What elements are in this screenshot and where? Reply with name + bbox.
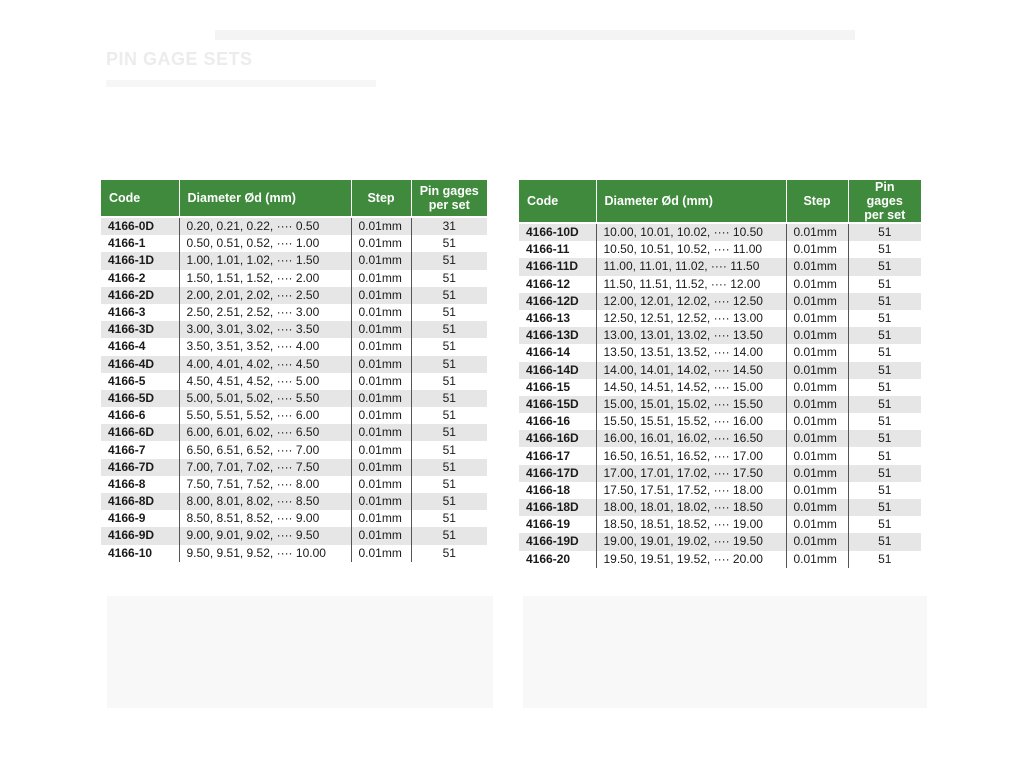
cell-diameter: 0.50, 0.51, 0.52, ···· 1.00 (179, 235, 351, 252)
cell-diameter: 6.00, 6.01, 6.02, ···· 6.50 (179, 424, 351, 441)
cell-step: 0.01mm (351, 356, 411, 373)
table-row (519, 327, 921, 344)
cell-code: 4166-7D (101, 459, 179, 476)
header-step: Step (786, 180, 848, 223)
header-pins-per-set (848, 180, 921, 223)
table-row (519, 413, 921, 430)
cell-code: 4166-18 (519, 482, 596, 499)
cell-step: 0.01mm (786, 516, 848, 533)
cell-code: 4166-16 (519, 413, 596, 430)
table-row (519, 379, 921, 396)
cell-step: 0.01mm (351, 270, 411, 287)
cell-diameter: 3.00, 3.01, 3.02, ···· 3.50 (179, 321, 351, 338)
table-row (101, 321, 487, 338)
cell-step: 0.01mm (786, 551, 848, 568)
cell-diameter: 7.50, 7.51, 7.52, ···· 8.00 (179, 476, 351, 493)
cell-step: 0.01mm (786, 327, 848, 344)
cell-code: 4166-7 (101, 441, 179, 458)
cell-step: 0.01mm (351, 441, 411, 458)
header-pins-line2: per set (428, 198, 470, 212)
cell-code: 4166-17D (519, 465, 596, 482)
cell-diameter: 11.00, 11.01, 11.02, ···· 11.50 (596, 258, 786, 275)
faint-block-left (107, 596, 493, 708)
cell-step: 0.01mm (351, 510, 411, 527)
table-header-row (519, 180, 921, 223)
table-row (519, 516, 921, 533)
cell-pins-per-set: 51 (848, 430, 921, 447)
table-row (101, 545, 487, 562)
cell-code: 4166-0D (101, 217, 179, 235)
cell-code: 4166-11 (519, 241, 596, 258)
table-row (101, 476, 487, 493)
cell-diameter: 13.50, 13.51, 13.52, ···· 14.00 (596, 344, 786, 361)
cell-diameter: 14.50, 14.51, 14.52, ···· 15.00 (596, 379, 786, 396)
table-row (101, 527, 487, 544)
cell-diameter: 16.00, 16.01, 16.02, ···· 16.50 (596, 430, 786, 447)
table-row (101, 441, 487, 458)
cell-diameter: 8.00, 8.01, 8.02, ···· 8.50 (179, 493, 351, 510)
table-row (519, 276, 921, 293)
cell-code: 4166-10D (519, 223, 596, 241)
table-row (101, 407, 487, 424)
cell-code: 4166-14D (519, 362, 596, 379)
header-step: Step (351, 180, 411, 217)
header-code: Code (101, 180, 179, 217)
table-row (519, 447, 921, 464)
table-row (101, 510, 487, 527)
cell-pins-per-set: 51 (848, 379, 921, 396)
cell-step: 0.01mm (351, 338, 411, 355)
table-row (519, 241, 921, 258)
cell-code: 4166-13D (519, 327, 596, 344)
cell-pins-per-set: 51 (411, 510, 487, 527)
table-row (101, 424, 487, 441)
pin-gage-table-right (519, 180, 921, 568)
cell-step: 0.01mm (786, 465, 848, 482)
cell-pins-per-set: 31 (411, 217, 487, 235)
cell-pins-per-set: 51 (848, 223, 921, 241)
table-row (519, 533, 921, 550)
cell-code: 4166-11D (519, 258, 596, 275)
cell-pins-per-set: 51 (848, 362, 921, 379)
header-pins-line2: per set (864, 208, 906, 222)
cell-diameter: 12.00, 12.01, 12.02, ···· 12.50 (596, 293, 786, 310)
cell-step: 0.01mm (351, 252, 411, 269)
cell-diameter: 7.00, 7.01, 7.02, ···· 7.50 (179, 459, 351, 476)
faint-block-right (523, 596, 927, 708)
faint-subtitle-line (106, 80, 376, 87)
cell-diameter: 4.00, 4.01, 4.02, ···· 4.50 (179, 356, 351, 373)
cell-diameter: 6.50, 6.51, 6.52, ···· 7.00 (179, 441, 351, 458)
cell-step: 0.01mm (351, 476, 411, 493)
cell-step: 0.01mm (351, 373, 411, 390)
cell-step: 0.01mm (786, 293, 848, 310)
table-row (101, 373, 487, 390)
cell-code: 4166-9D (101, 527, 179, 544)
cell-step: 0.01mm (786, 344, 848, 361)
table-row (101, 356, 487, 373)
table-row (519, 482, 921, 499)
cell-pins-per-set: 51 (848, 276, 921, 293)
cell-pins-per-set: 51 (411, 356, 487, 373)
cell-code: 4166-13 (519, 310, 596, 327)
table-row (519, 362, 921, 379)
cell-diameter: 17.50, 17.51, 17.52, ···· 18.00 (596, 482, 786, 499)
cell-pins-per-set: 51 (848, 241, 921, 258)
cell-code: 4166-19D (519, 533, 596, 550)
cell-step: 0.01mm (351, 407, 411, 424)
cell-diameter: 10.50, 10.51, 10.52, ···· 11.00 (596, 241, 786, 258)
cell-diameter: 5.00, 5.01, 5.02, ···· 5.50 (179, 390, 351, 407)
cell-code: 4166-19 (519, 516, 596, 533)
cell-diameter: 9.00, 9.01, 9.02, ···· 9.50 (179, 527, 351, 544)
cell-step: 0.01mm (786, 413, 848, 430)
cell-step: 0.01mm (786, 499, 848, 516)
cell-step: 0.01mm (351, 217, 411, 235)
cell-pins-per-set: 51 (848, 465, 921, 482)
cell-diameter: 18.50, 18.51, 18.52, ···· 19.00 (596, 516, 786, 533)
cell-pins-per-set: 51 (848, 499, 921, 516)
cell-pins-per-set: 51 (411, 373, 487, 390)
cell-diameter: 18.00, 18.01, 18.02, ···· 18.50 (596, 499, 786, 516)
cell-pins-per-set: 51 (848, 396, 921, 413)
cell-pins-per-set: 51 (411, 407, 487, 424)
cell-code: 4166-12 (519, 276, 596, 293)
cell-code: 4166-15 (519, 379, 596, 396)
table-row (519, 499, 921, 516)
cell-code: 4166-1 (101, 235, 179, 252)
cell-pins-per-set: 51 (848, 293, 921, 310)
cell-pins-per-set: 51 (411, 493, 487, 510)
header-code: Code (519, 180, 596, 223)
cell-pins-per-set: 51 (848, 327, 921, 344)
cell-code: 4166-20 (519, 551, 596, 568)
table-row (101, 338, 487, 355)
cell-step: 0.01mm (351, 459, 411, 476)
table-row (519, 258, 921, 275)
cell-code: 4166-3 (101, 304, 179, 321)
cell-step: 0.01mm (786, 447, 848, 464)
cell-pins-per-set: 51 (848, 258, 921, 275)
cell-step: 0.01mm (786, 223, 848, 241)
cell-pins-per-set: 51 (848, 533, 921, 550)
cell-step: 0.01mm (786, 362, 848, 379)
cell-step: 0.01mm (786, 276, 848, 293)
cell-code: 4166-10 (101, 545, 179, 562)
cell-diameter: 19.00, 19.01, 19.02, ···· 19.50 (596, 533, 786, 550)
cell-code: 4166-12D (519, 293, 596, 310)
cell-step: 0.01mm (351, 424, 411, 441)
faint-section-title: PIN GAGE SETS (106, 49, 253, 69)
cell-step: 0.01mm (786, 533, 848, 550)
table-row (519, 310, 921, 327)
cell-code: 4166-2 (101, 270, 179, 287)
cell-pins-per-set: 51 (411, 338, 487, 355)
cell-diameter: 1.00, 1.01, 1.02, ···· 1.50 (179, 252, 351, 269)
cell-step: 0.01mm (351, 545, 411, 562)
cell-step: 0.01mm (351, 493, 411, 510)
cell-diameter: 19.50, 19.51, 19.52, ···· 20.00 (596, 551, 786, 568)
cell-diameter: 9.50, 9.51, 9.52, ···· 10.00 (179, 545, 351, 562)
table-row (101, 304, 487, 321)
cell-diameter: 13.00, 13.01, 13.02, ···· 13.50 (596, 327, 786, 344)
cell-pins-per-set: 51 (411, 252, 487, 269)
cell-code: 4166-9 (101, 510, 179, 527)
table-row (519, 551, 921, 568)
cell-pins-per-set: 51 (411, 545, 487, 562)
cell-diameter: 0.20, 0.21, 0.22, ···· 0.50 (179, 217, 351, 235)
header-diameter: Diameter Ød (mm) (596, 180, 786, 223)
header-diameter: Diameter Ød (mm) (179, 180, 351, 217)
cell-pins-per-set: 51 (848, 344, 921, 361)
table-header-row (101, 180, 487, 217)
cell-step: 0.01mm (786, 430, 848, 447)
cell-pins-per-set: 51 (411, 287, 487, 304)
table-row (519, 465, 921, 482)
cell-code: 4166-15D (519, 396, 596, 413)
cell-code: 4166-1D (101, 252, 179, 269)
cell-code: 4166-5D (101, 390, 179, 407)
cell-code: 4166-5 (101, 373, 179, 390)
cell-pins-per-set: 51 (848, 482, 921, 499)
cell-diameter: 3.50, 3.51, 3.52, ···· 4.00 (179, 338, 351, 355)
cell-diameter: 2.50, 2.51, 2.52, ···· 3.00 (179, 304, 351, 321)
cell-code: 4166-6 (101, 407, 179, 424)
cell-pins-per-set: 51 (848, 551, 921, 568)
cell-step: 0.01mm (351, 235, 411, 252)
cell-diameter: 8.50, 8.51, 8.52, ···· 9.00 (179, 510, 351, 527)
cell-code: 4166-17 (519, 447, 596, 464)
cell-pins-per-set: 51 (848, 447, 921, 464)
table-row (519, 344, 921, 361)
cell-diameter: 14.00, 14.01, 14.02, ···· 14.50 (596, 362, 786, 379)
table-row (101, 270, 487, 287)
cell-step: 0.01mm (351, 527, 411, 544)
cell-step: 0.01mm (351, 304, 411, 321)
cell-pins-per-set: 51 (848, 310, 921, 327)
cell-code: 4166-8D (101, 493, 179, 510)
cell-pins-per-set: 51 (411, 527, 487, 544)
table-row (101, 287, 487, 304)
cell-step: 0.01mm (351, 321, 411, 338)
cell-pins-per-set: 51 (411, 304, 487, 321)
table-row (101, 252, 487, 269)
cell-step: 0.01mm (786, 241, 848, 258)
cell-code: 4166-8 (101, 476, 179, 493)
cell-code: 4166-18D (519, 499, 596, 516)
cell-diameter: 10.00, 10.01, 10.02, ···· 10.50 (596, 223, 786, 241)
table-row (101, 217, 487, 235)
table-row (101, 459, 487, 476)
cell-diameter: 16.50, 16.51, 16.52, ···· 17.00 (596, 447, 786, 464)
cell-diameter: 15.00, 15.01, 15.02, ···· 15.50 (596, 396, 786, 413)
cell-pins-per-set: 51 (411, 441, 487, 458)
cell-pins-per-set: 51 (411, 390, 487, 407)
cell-diameter: 4.50, 4.51, 4.52, ···· 5.00 (179, 373, 351, 390)
cell-pins-per-set: 51 (848, 413, 921, 430)
cell-pins-per-set: 51 (411, 476, 487, 493)
header-pins-line1: Pin gages (419, 184, 479, 198)
cell-pins-per-set: 51 (411, 235, 487, 252)
header-pins-per-set (411, 180, 487, 217)
cell-code: 4166-4D (101, 356, 179, 373)
cell-step: 0.01mm (786, 379, 848, 396)
cell-pins-per-set: 51 (848, 516, 921, 533)
table-row (101, 493, 487, 510)
pin-gage-table-left (101, 180, 487, 562)
cell-step: 0.01mm (786, 482, 848, 499)
cell-step: 0.01mm (351, 390, 411, 407)
cell-pins-per-set: 51 (411, 459, 487, 476)
cell-code: 4166-16D (519, 430, 596, 447)
cell-code: 4166-2D (101, 287, 179, 304)
header-pins-line1: Pin gages (866, 180, 903, 208)
table-row (519, 293, 921, 310)
cell-step: 0.01mm (786, 310, 848, 327)
faint-top-rule (215, 30, 855, 40)
table-row (101, 235, 487, 252)
cell-code: 4166-6D (101, 424, 179, 441)
cell-step: 0.01mm (786, 258, 848, 275)
cell-diameter: 5.50, 5.51, 5.52, ···· 6.00 (179, 407, 351, 424)
cell-step: 0.01mm (786, 396, 848, 413)
cell-code: 4166-14 (519, 344, 596, 361)
cell-diameter: 17.00, 17.01, 17.02, ···· 17.50 (596, 465, 786, 482)
cell-step: 0.01mm (351, 287, 411, 304)
table-row (519, 223, 921, 241)
cell-diameter: 11.50, 11.51, 11.52, ···· 12.00 (596, 276, 786, 293)
table-row (519, 430, 921, 447)
cell-diameter: 2.00, 2.01, 2.02, ···· 2.50 (179, 287, 351, 304)
cell-diameter: 12.50, 12.51, 12.52, ···· 13.00 (596, 310, 786, 327)
cell-pins-per-set: 51 (411, 424, 487, 441)
table-right-body (519, 223, 921, 568)
table-row (519, 396, 921, 413)
table-row (101, 390, 487, 407)
cell-diameter: 1.50, 1.51, 1.52, ···· 2.00 (179, 270, 351, 287)
cell-diameter: 15.50, 15.51, 15.52, ···· 16.00 (596, 413, 786, 430)
cell-code: 4166-3D (101, 321, 179, 338)
table-left-body (101, 217, 487, 562)
cell-pins-per-set: 51 (411, 321, 487, 338)
cell-code: 4166-4 (101, 338, 179, 355)
cell-pins-per-set: 51 (411, 270, 487, 287)
